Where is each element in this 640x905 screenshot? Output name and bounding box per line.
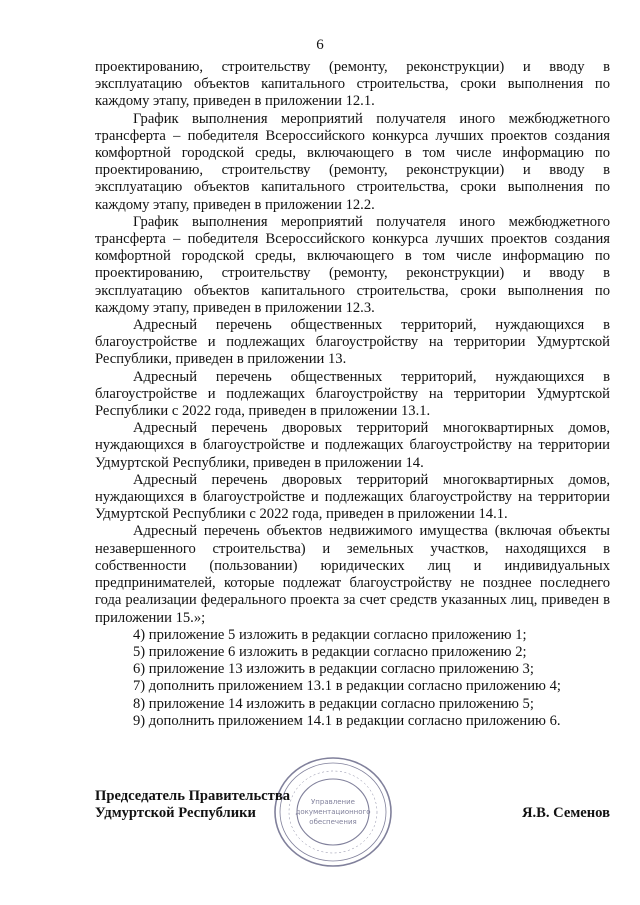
list-item: 6) приложение 13 изложить в редакции согласно приложению 3;	[133, 661, 534, 678]
seal-center-line3: обеспечения	[309, 818, 357, 826]
paragraph: Адресный перечень дворовых территорий многоквартирных домов, нуждающихся в благоустройстве и подлежащих благоустройству на территории Удмуртской Республики, приведен в приложении 14.	[95, 420, 610, 471]
signature-block	[95, 788, 610, 828]
list-item: 9) дополнить приложением 14.1 в редакции согласно приложению 6.	[133, 712, 561, 729]
signatory-title	[95, 788, 290, 822]
signatory-title-line2: Удмуртской Республики	[95, 805, 256, 822]
paragraph: Адресный перечень объектов недвижимого имущества (включая объекты незавершенного строительства) и земельных участков, находящихся в собственности (пользовании) юридических лиц и индивидуальных предпринимателей, которые подлежат благоустройству не позднее последнего года реализации федерального проекта за счет средств указанных лиц, приведен в приложении 15.»;	[95, 523, 610, 626]
seal-center-line1: Управление	[311, 798, 355, 806]
signatory-name: Я.В. Семенов	[521, 805, 610, 821]
paragraph: Адресный перечень общественных территорий, нуждающихся в благоустройстве и подлежащих благоустройству на территории Удмуртской Республики, приведен в приложении 13.	[95, 317, 610, 368]
paragraph: Адресный перечень дворовых территорий многоквартирных домов, нуждающихся в благоустройстве и подлежащих благоустройству на территории Удмуртской Республики с 2022 года, приведен в приложении 14.1.	[95, 471, 610, 523]
paragraph: График выполнения мероприятий получателя иного межбюджетного трансферта – победителя Всероссийского конкурса лучших проектов создания комфортной городской среды, включающего в том числе информацию по проектированию, строительству (ремонту, реконструкции) и вводу в эксплуатацию объектов капитального строительства, сроки выполнения по каждому этапу, приведен в приложении 12.3.	[95, 213, 610, 316]
paragraph: Адресный перечень общественных территорий, нуждающихся в благоустройстве и подлежащих благоустройству на территории Удмуртской Республики с 2022 года, приведен в приложении 13.1.	[95, 368, 610, 420]
list-item: 8) приложение 14 изложить в редакции согласно приложению 5;	[133, 695, 534, 712]
page-number: 6	[316, 37, 324, 53]
document-body	[95, 59, 610, 730]
paragraph: проектированию, строительству (ремонту, реконструкции) и вводу в эксплуатацию объектов капитального строительства, сроки выполнения по каждому этапу, приведен в приложении 12.1.	[95, 59, 610, 110]
seal-center-line2: документационного	[295, 808, 371, 816]
list-item: 5) приложение 6 изложить в редакции согласно приложению 2;	[133, 643, 527, 660]
list-item: 4) приложение 5 изложить в редакции согласно приложению 1;	[133, 626, 527, 643]
signatory-title-line1: Председатель Правительства	[95, 788, 291, 804]
list-item: 7) дополнить приложением 13.1 в редакции согласно приложению 4;	[133, 678, 561, 695]
paragraph: График выполнения мероприятий получателя иного межбюджетного трансферта – победителя Всероссийского конкурса лучших проектов создания комфортной городской среды, включающего в том числе информацию по проектированию, строительству (ремонту, реконструкции) и вводу в эксплуатацию объектов капитального строительства, сроки выполнения по каждому этапу, приведен в приложении 12.2.	[95, 110, 610, 213]
